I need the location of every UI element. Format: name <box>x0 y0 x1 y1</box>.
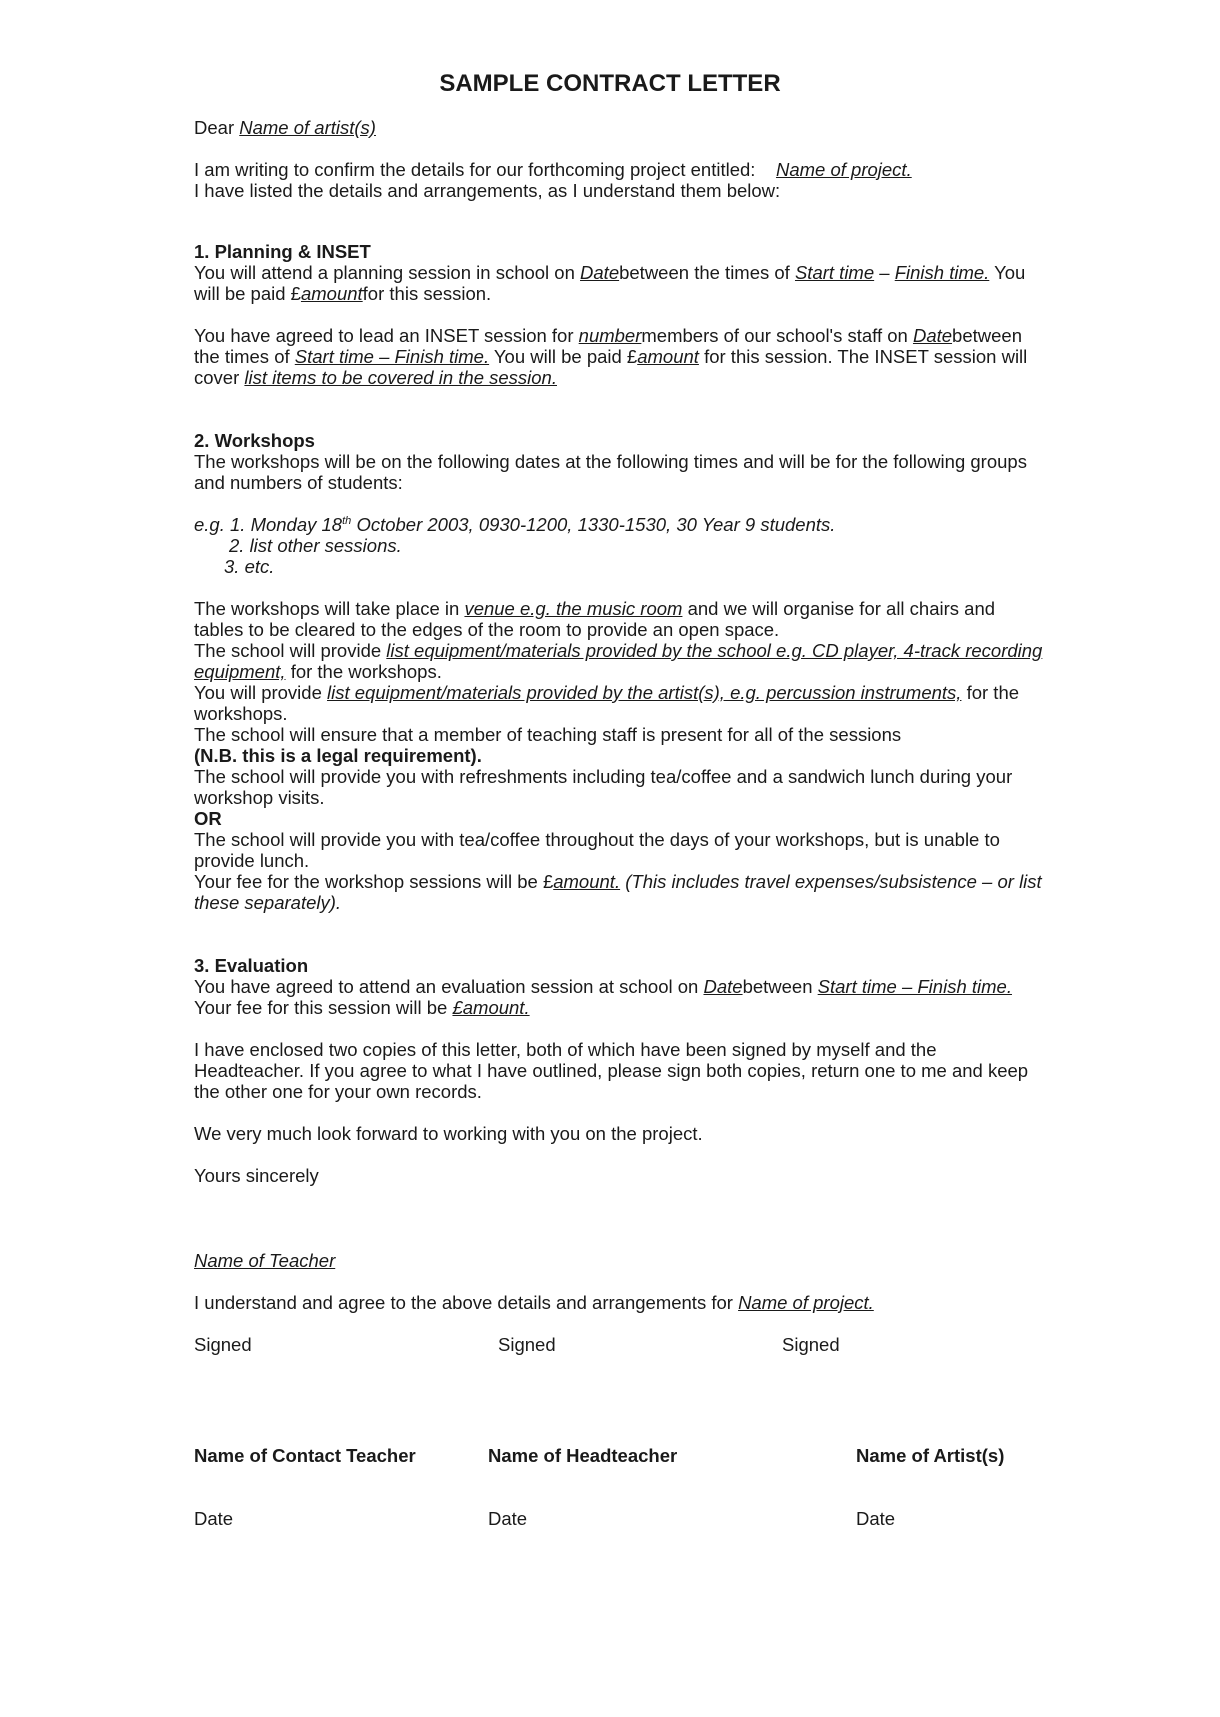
date-label-headteacher: Date <box>488 1508 528 1529</box>
school-equipment-line-1 <box>194 640 1042 661</box>
project-name-placeholder: Name of project. <box>775 159 912 180</box>
equipment-text: for the workshops. <box>290 661 442 682</box>
number-placeholder: number <box>578 325 642 346</box>
school-equipment-placeholder: equipment, <box>194 661 286 682</box>
venue-placeholder: venue e.g. the music room <box>464 598 683 619</box>
yours-sincerely: Yours sincerely <box>194 1165 319 1186</box>
planning-paragraph-line-2 <box>194 283 491 304</box>
enclosed-line-1: I have enclosed two copies of this letter, both of which have been signed by myself and the <box>194 1039 937 1060</box>
ordinal-suffix: th <box>342 515 352 527</box>
artist-equipment-line-1 <box>194 682 1019 703</box>
planning-text: for this session. <box>362 283 492 304</box>
agreement-line <box>194 1292 874 1313</box>
dash: – <box>879 262 890 283</box>
planning-text: You <box>994 262 1026 283</box>
equipment-text: for the <box>966 682 1020 703</box>
evaluation-line-2 <box>194 997 530 1018</box>
time-range-placeholder: Start time – Finish time. <box>294 346 490 367</box>
tea-coffee-line-2: provide lunch. <box>194 850 310 871</box>
amount-placeholder: amount <box>637 346 699 367</box>
amount-placeholder: £amount. <box>452 997 530 1018</box>
venue-line-2: tables to be cleared to the edges of the room to provide an open space. <box>194 619 780 640</box>
inset-paragraph-line-1 <box>194 325 1022 346</box>
signed-label-headteacher: Signed <box>498 1334 556 1355</box>
start-time-placeholder: Start time <box>794 262 875 283</box>
example-session-1 <box>194 514 835 535</box>
project-name-placeholder: Name of project. <box>738 1292 874 1313</box>
artist-equipment-line-2: workshops. <box>194 703 288 724</box>
inset-text: cover <box>194 367 240 388</box>
teacher-name-placeholder: Name of Teacher <box>194 1250 336 1271</box>
artist-name-placeholder: Name of artist(s) <box>239 117 376 138</box>
planning-text: will be paid £ <box>194 283 301 304</box>
artist-name-label: Name of Artist(s) <box>856 1445 1005 1466</box>
fee-text: Your fee for the workshop sessions will be £ <box>194 871 554 892</box>
intro-text: I am writing to confirm the details for our forthcoming project entitled: <box>194 159 756 180</box>
tea-coffee-line-1: The school will provide you with tea/coffee throughout the days of your workshops, but is unable to <box>194 829 1000 850</box>
venue-text: The workshops will take place in <box>194 598 460 619</box>
inset-text: You will be paid £ <box>493 346 638 367</box>
enclosed-line-3: the other one for your own records. <box>194 1081 482 1102</box>
refreshments-line-2: workshop visits. <box>194 787 325 808</box>
section-1-heading: 1. Planning & INSET <box>194 241 371 262</box>
workshops-intro-line-1: The workshops will be on the following dates at the following times and will be for the following groups <box>194 451 1027 472</box>
planning-text: You will attend a planning session in school on <box>194 262 575 283</box>
inset-text: You have agreed to lead an INSET session for <box>194 325 574 346</box>
signed-label-teacher: Signed <box>194 1334 252 1355</box>
example-session-2: 2. list other sessions. <box>229 535 402 556</box>
workshop-fee-line-1 <box>194 871 1042 892</box>
agreement-text: I understand and agree to the above details and arrangements for <box>194 1292 733 1313</box>
greeting <box>194 117 376 138</box>
greeting-prefix: Dear <box>194 117 235 138</box>
inset-text: members of our school's staff on <box>641 325 908 346</box>
date-label-teacher: Date <box>194 1508 234 1529</box>
equipment-text: The school will provide <box>194 640 382 661</box>
evaluation-text: You have agreed to attend an evaluation session at school on <box>194 976 699 997</box>
workshop-fee-line-2: these separately). <box>194 892 342 913</box>
amount-placeholder: amount. <box>553 871 621 892</box>
inset-paragraph-line-3 <box>194 367 557 388</box>
example-text: October 2003, 0930-1200, 1330-1530, 30 Year 9 students. <box>356 514 836 535</box>
school-equipment-placeholder: list equipment/materials provided by the school e.g. CD player, 4-track recording <box>386 640 1043 661</box>
date-placeholder: Date <box>912 325 953 346</box>
or-separator: OR <box>194 808 222 829</box>
date-label-artist: Date <box>856 1508 896 1529</box>
enclosed-line-2: Headteacher. If you agree to what I have outlined, please sign both copies, return one to me and keep <box>194 1060 1029 1081</box>
contact-teacher-name-label: Name of Contact Teacher <box>194 1445 416 1466</box>
amount-placeholder: amount <box>300 283 363 304</box>
venue-line-1 <box>194 598 995 619</box>
look-forward-text: We very much look forward to working with you on the project. <box>194 1123 703 1144</box>
page-title: SAMPLE CONTRACT LETTER <box>439 70 781 97</box>
intro-line-2: I have listed the details and arrangements, as I understand them below: <box>194 180 781 201</box>
inset-text: for this session. The INSET session will <box>704 346 1028 367</box>
evaluation-line-1 <box>194 976 1012 997</box>
planning-text: between the times of <box>619 262 790 283</box>
example-session-3: 3. etc. <box>224 556 275 577</box>
example-text: e.g. 1. Monday 18 <box>194 514 343 535</box>
inset-paragraph-line-2 <box>194 346 1027 367</box>
date-placeholder: Date <box>703 976 743 997</box>
refreshments-line-1: The school will provide you with refreshments including tea/coffee and a sandwich lunch during your <box>194 766 1013 787</box>
time-range-placeholder: Start time – Finish time. <box>817 976 1012 997</box>
inset-text: the times of <box>194 346 290 367</box>
session-items-placeholder: list items to be covered in the session. <box>244 367 557 388</box>
section-3-heading: 3. Evaluation <box>194 955 309 976</box>
evaluation-text: Your fee for this session will be <box>194 997 448 1018</box>
finish-time-placeholder: Finish time. <box>894 262 990 283</box>
date-placeholder: Date <box>580 262 620 283</box>
artist-equipment-placeholder: list equipment/materials provided by the artist(s), e.g. percussion instruments, <box>327 682 962 703</box>
equipment-text: You will provide <box>194 682 322 703</box>
section-2-heading: 2. Workshops <box>194 430 315 451</box>
school-equipment-line-2 <box>194 661 442 682</box>
planning-paragraph-line-1 <box>194 262 1025 283</box>
legal-requirement-note: (N.B. this is a legal requirement). <box>194 745 482 766</box>
inset-text: between <box>952 325 1022 346</box>
workshops-intro-line-2: and numbers of students: <box>194 472 403 493</box>
evaluation-text: between <box>742 976 813 997</box>
signed-label-artist: Signed <box>782 1334 840 1355</box>
venue-text: and we will organise for all chairs and <box>687 598 996 619</box>
staff-presence-text: The school will ensure that a member of teaching staff is present for all of the sessions <box>194 724 902 745</box>
headteacher-name-label: Name of Headteacher <box>488 1445 678 1466</box>
intro-line-1 <box>194 159 912 180</box>
fee-note: (This includes travel expenses/subsistence – or list <box>625 871 1042 892</box>
